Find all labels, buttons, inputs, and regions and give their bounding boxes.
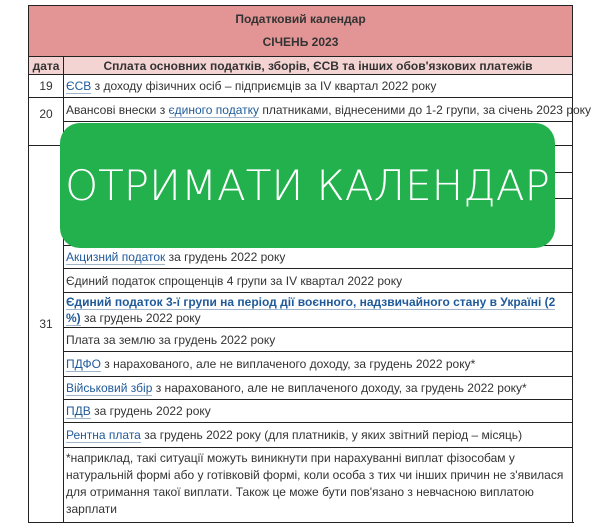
excise-tax-link[interactable]: Акцизний податок — [66, 250, 166, 264]
row-text: Єдиний податок спрощенців 4 групи за IV квартал 2022 року — [64, 269, 573, 293]
calendar-title: Податковий календар — [235, 12, 366, 26]
row-text: за грудень 2022 року — [80, 311, 201, 325]
get-calendar-button[interactable]: ОТРИМАТИ КАЛЕНДАР — [60, 123, 555, 248]
row-text: платниками, віднесеними до 1-2 групи, за січень 2023 року — [258, 102, 592, 117]
row-text: за грудень 2022 року — [165, 250, 286, 264]
row-text: Плата за землю за грудень 2022 року — [64, 328, 573, 352]
rent-payment-link[interactable]: Рентна плата — [66, 428, 141, 442]
table-row — [29, 400, 573, 423]
esv-link[interactable]: ЄСВ — [66, 79, 92, 93]
row-text: за грудень 2022 року — [90, 404, 211, 418]
date-cell: 20 — [29, 98, 64, 146]
table-row — [29, 293, 573, 328]
date-column-header: дата — [29, 57, 64, 75]
table-row — [29, 98, 573, 122]
table-row — [29, 423, 573, 448]
calendar-month: СІЧЕНЬ 2023 — [262, 35, 339, 49]
tax-calendar-table — [28, 5, 592, 523]
table-row — [29, 75, 573, 98]
table-row — [29, 352, 573, 377]
single-tax-group3-link[interactable]: Єдиний податок 3-ї групи на період дії воєнного, надзвичайного стану в Україні (2 %) — [66, 295, 556, 325]
row-text: з доходу фізичних осіб – підприємців за IV квартал 2022 року — [91, 79, 437, 93]
row-text: за грудень 2022 року (для платників, у яких звітний період – місяць) — [140, 428, 523, 442]
military-levy-link[interactable]: Військовий збір — [66, 381, 153, 395]
table-row — [29, 328, 573, 352]
row-text: з нарахованого, але не виплаченого доходу, за грудень 2022 року* — [100, 357, 476, 371]
table-row — [29, 269, 573, 293]
calendar-header — [29, 6, 573, 57]
footnote: *наприклад, такі ситуації можуть виникнути при нарахуванні виплат фізособам у натуральній формі або у готівковій формі, коли особа з тих чи інших причин не з'явилася для отримання такої виплати. Також це може бути пов'язано з невчасною виплатою зарплати — [64, 448, 573, 523]
table-row — [29, 246, 573, 269]
row-text: з нарахованого, але не виплаченого доходу, за грудень 2022 року* — [152, 381, 527, 395]
single-tax-link[interactable]: єдиного податку — [168, 102, 259, 117]
payments-column-header: Сплата основних податків, зборів, ЄСВ та інших обов'язкових платежів — [64, 57, 573, 75]
date-cell: 19 — [29, 75, 64, 98]
row-text: Авансові внески з — [66, 102, 169, 117]
date-cell: 31 — [29, 146, 64, 523]
table-row — [29, 377, 573, 400]
pdfo-link[interactable]: ПДФО — [66, 357, 101, 371]
vat-link[interactable]: ПДВ — [66, 404, 91, 418]
